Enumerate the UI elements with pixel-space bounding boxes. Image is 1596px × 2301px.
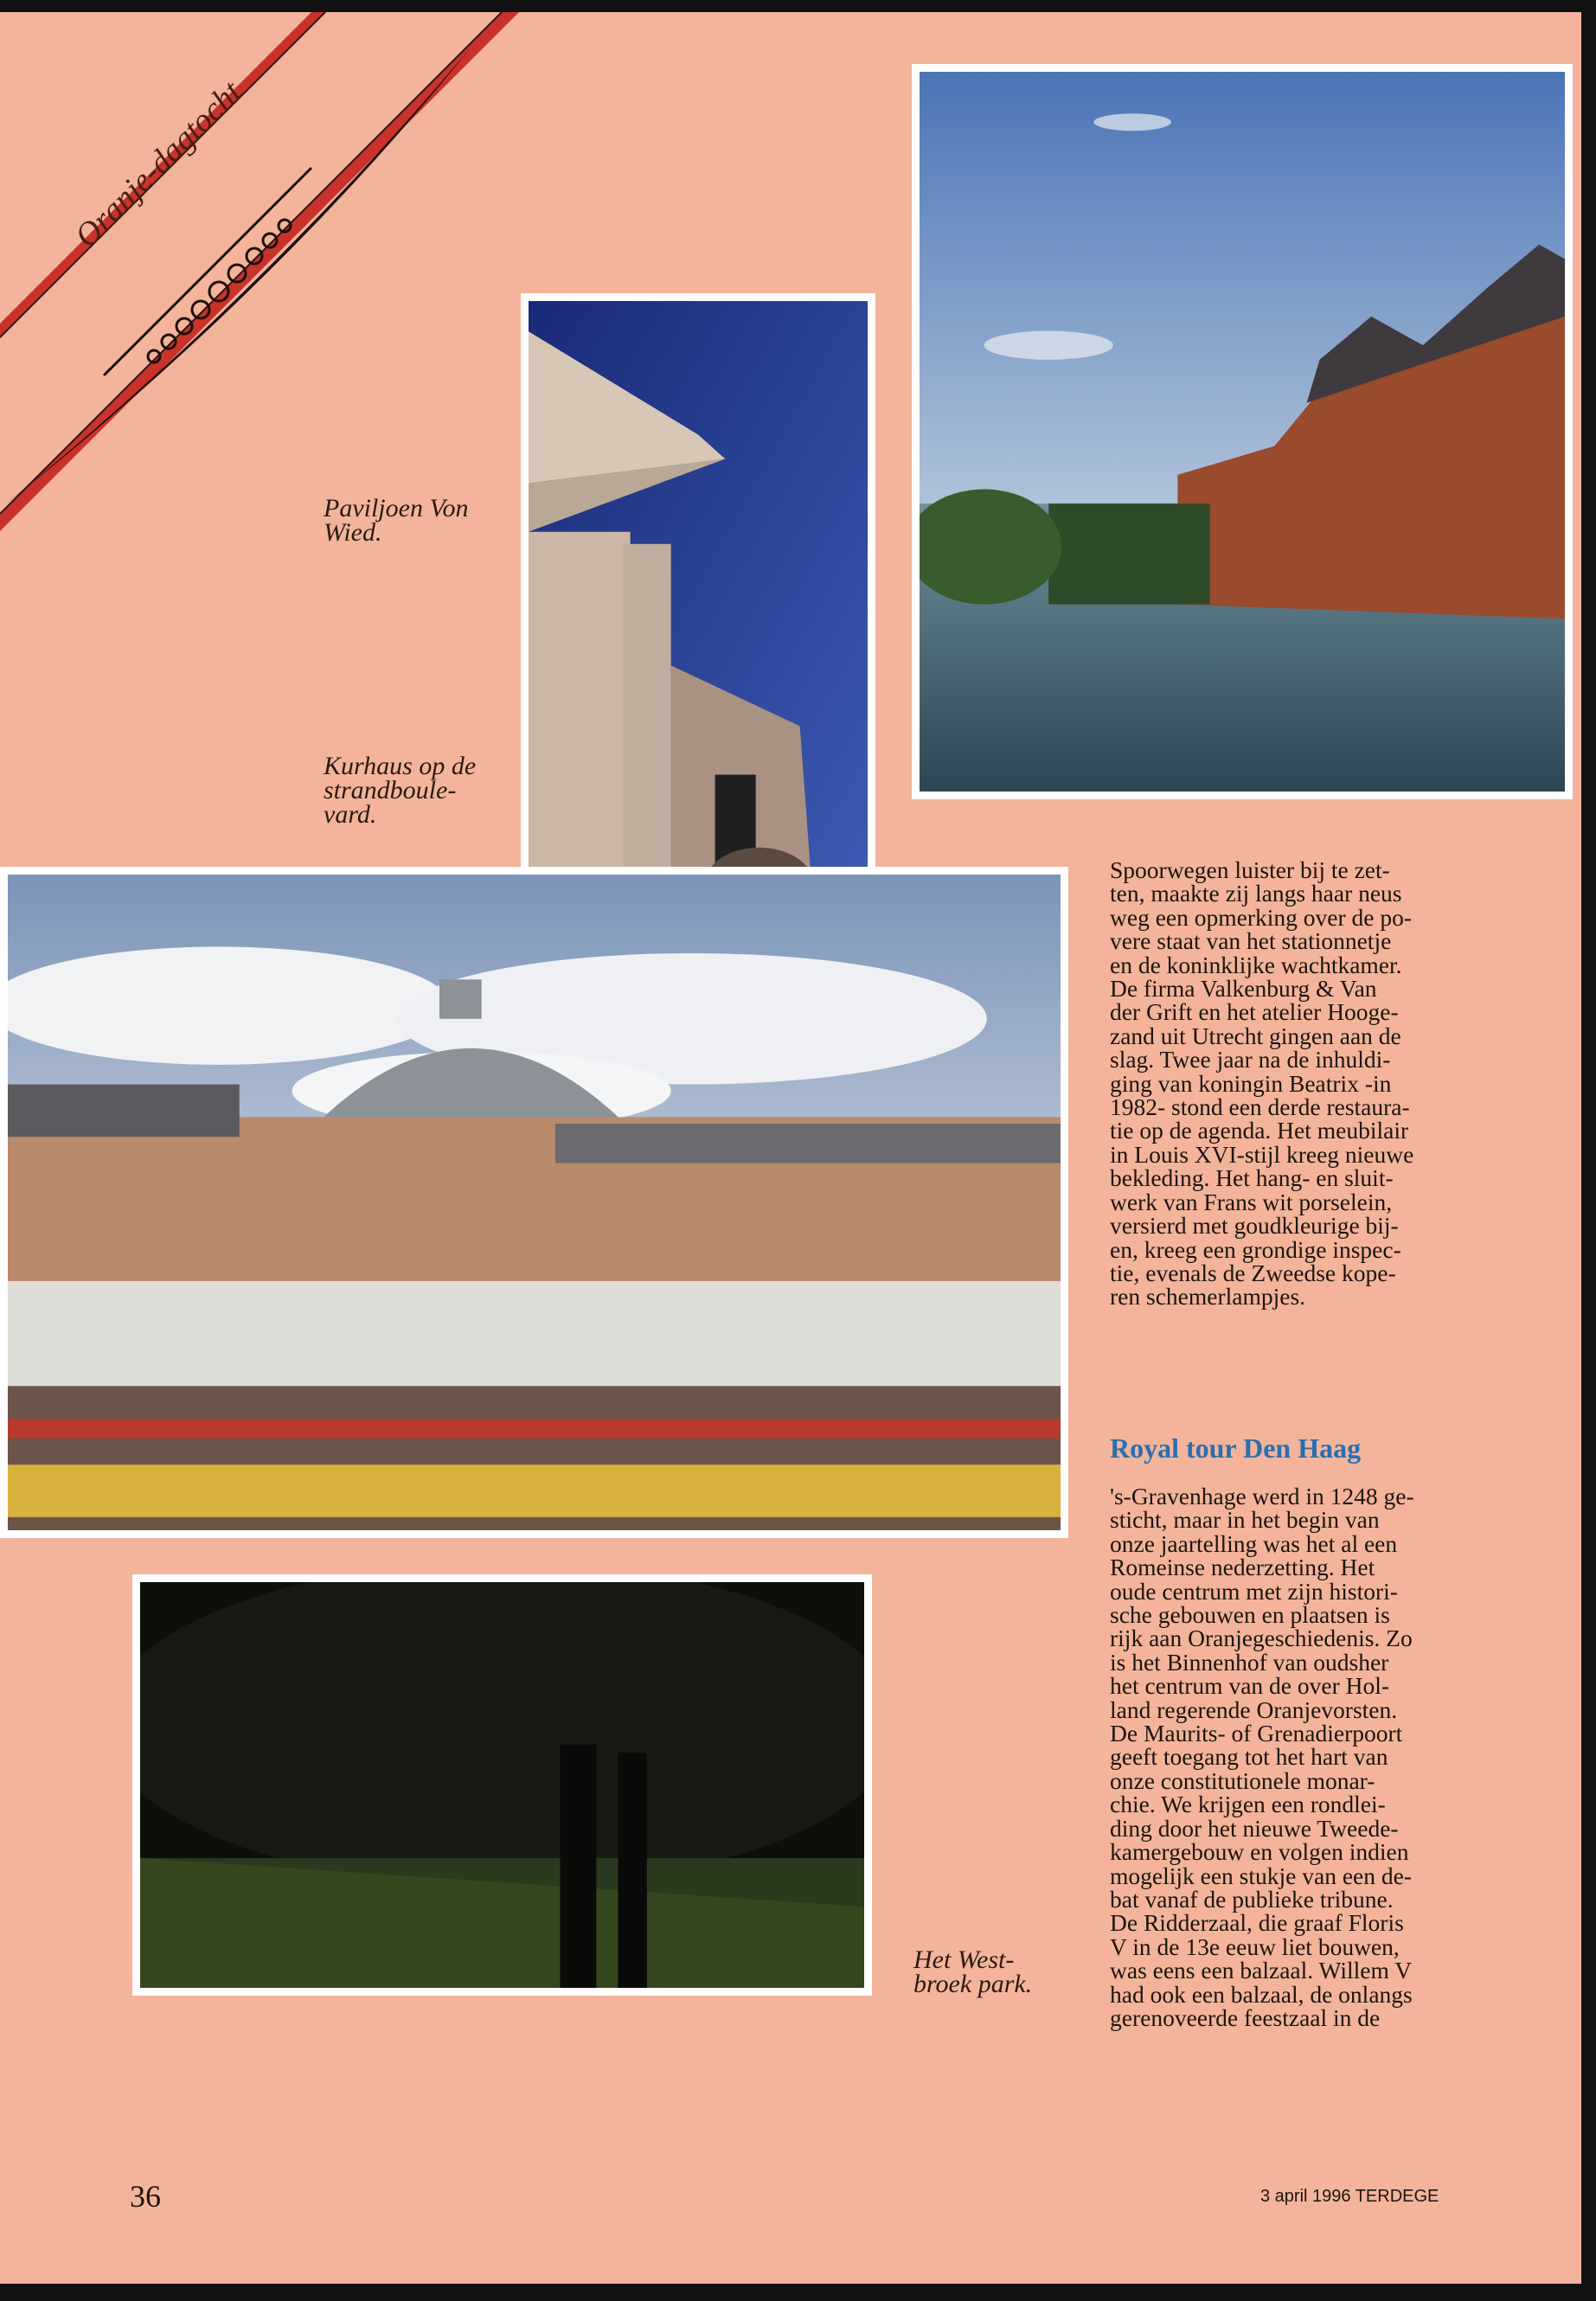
banner-stripes [0, 12, 554, 548]
magazine-page [0, 12, 1581, 2284]
article-paragraph-2: 's-Gravenhage werd in 1248 ge- sticht, maar in het begin van onze jaartelling was het al een Romeinse nederzetting. Het oude centrum met zijn histori- sche gebouwen en plaatsen is rijk aan Oranjegeschiedenis. Zo is het Binnenhof van oudsher het centrum van de over Hol- land regerende Oranjevorsten. De Maurits- of Grenadierpoort geeft toegang tot het hart van onze constitutionele monar- chie. We krijgen een rondlei- ding door het nieuwe Tweede- kamergebouw en volgen indien mogelijk een stukje van een de- bat vanaf de publieke tribune. De Ridderzaal, die graaf Floris V in de 13e eeuw liet bouwen, was eens een balzaal. Willem V had ook een balzaal, de onlangs gerenoveerde feestzaal in de [1110, 1483, 1414, 2031]
article-paragraph-1: Spoorwegen luister bij te zet- ten, maakte zij langs haar neus weg een opmerking over de po- vere staat van het stationnetje en de koninklijke wachtkamer. De firma Valkenburg & Van der Grift en het atelier Hooge- zand uit Utrecht gingen aan de slag. Twee jaar na de inhuldi- ging van koningin Beatrix -in 1982- stond een derde restaura- tie op de agenda. Het meubilair in Louis XVI-stijl kreeg nieuwe bekleding. Het hang- en sluit- werk van Frans wit porselein, versierd met goudkleurige bij- en, kreeg een grondige inspec- tie, evenals de Zweedse kope- ren schemerlampjes. [1110, 856, 1414, 1311]
binnenhof-image [920, 72, 1565, 792]
photo-westbroek [132, 1574, 872, 1996]
caption-paviljoen: Paviljoen Von Wied. [324, 494, 469, 547]
section-heading: Royal tour Den Haag [1110, 1433, 1362, 1464]
paviljoen-image [529, 301, 868, 908]
westbroek-image [140, 1582, 864, 1988]
caption-kurhaus: Kurhaus op de strandboule- vard. [324, 752, 477, 829]
section-banner [0, 12, 554, 548]
photo-binnenhof [912, 64, 1573, 799]
issue-line: 3 april 1996 TERDEGE [1260, 2187, 1439, 2206]
photo-paviljoen [521, 293, 875, 916]
page-number: 36 [130, 2179, 161, 2214]
caption-westbroek: Het West- broek park. [913, 1945, 1033, 1998]
banner-title: Oranje-dagtocht [67, 74, 249, 255]
kurhaus-image [8, 875, 1061, 1530]
photo-kurhaus [0, 867, 1068, 1538]
